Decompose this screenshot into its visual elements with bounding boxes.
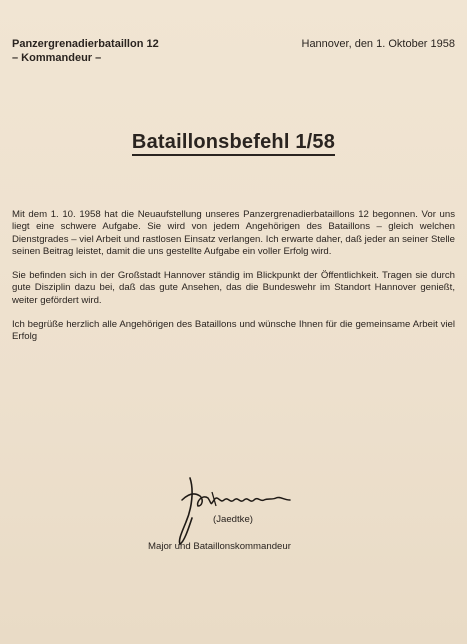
document-title-wrap	[0, 131, 467, 154]
paragraph: Mit dem 1. 10. 1958 hat die Neuaufstellung unseres Panzergrenadierbataillons 12 begonnen. Vor uns liegt eine schwere Aufgabe. Sie wird von jedem Angehörigen des Bataillons – gleich welchen Dienstgrades – viel Arbeit und rastlosen Einsatz verlangen. Ich erwarte daher, daß jeder an seiner Stelle seinen Beitrag leistet, damit die uns gestellte Aufgabe ein voller Erfolg wird.	[12, 209, 455, 257]
signatory-title: Major und Bataillonskommandeur	[148, 541, 291, 552]
sender-block	[12, 37, 159, 65]
unit-role: – Kommandeur –	[12, 52, 102, 64]
paragraph: Sie befinden sich in der Großstadt Hannover ständig im Blickpunkt der Öffentlichkeit. Tragen sie durch gute Disziplin dazu bei, daß das gute Ansehen, das die Bundeswehr im Standort Hannover genießt, weiter gefördert wird.	[12, 270, 455, 306]
signatory-name: (Jaedtke)	[213, 514, 253, 525]
show-through-text	[195, 62, 199, 79]
paragraph: Ich begrüße herzlich alle Angehörigen des Bataillons und wünsche Ihnen für die gemeinsame Arbeit viel Erfolg	[12, 319, 455, 343]
unit-name: Panzergrenadierbataillon 12	[12, 38, 159, 50]
document-body	[12, 209, 455, 356]
place-date: Hannover, den 1. Oktober 1958	[301, 38, 455, 50]
handwritten-signature	[172, 470, 302, 550]
document-title: Bataillonsbefehl 1/58	[132, 131, 335, 156]
